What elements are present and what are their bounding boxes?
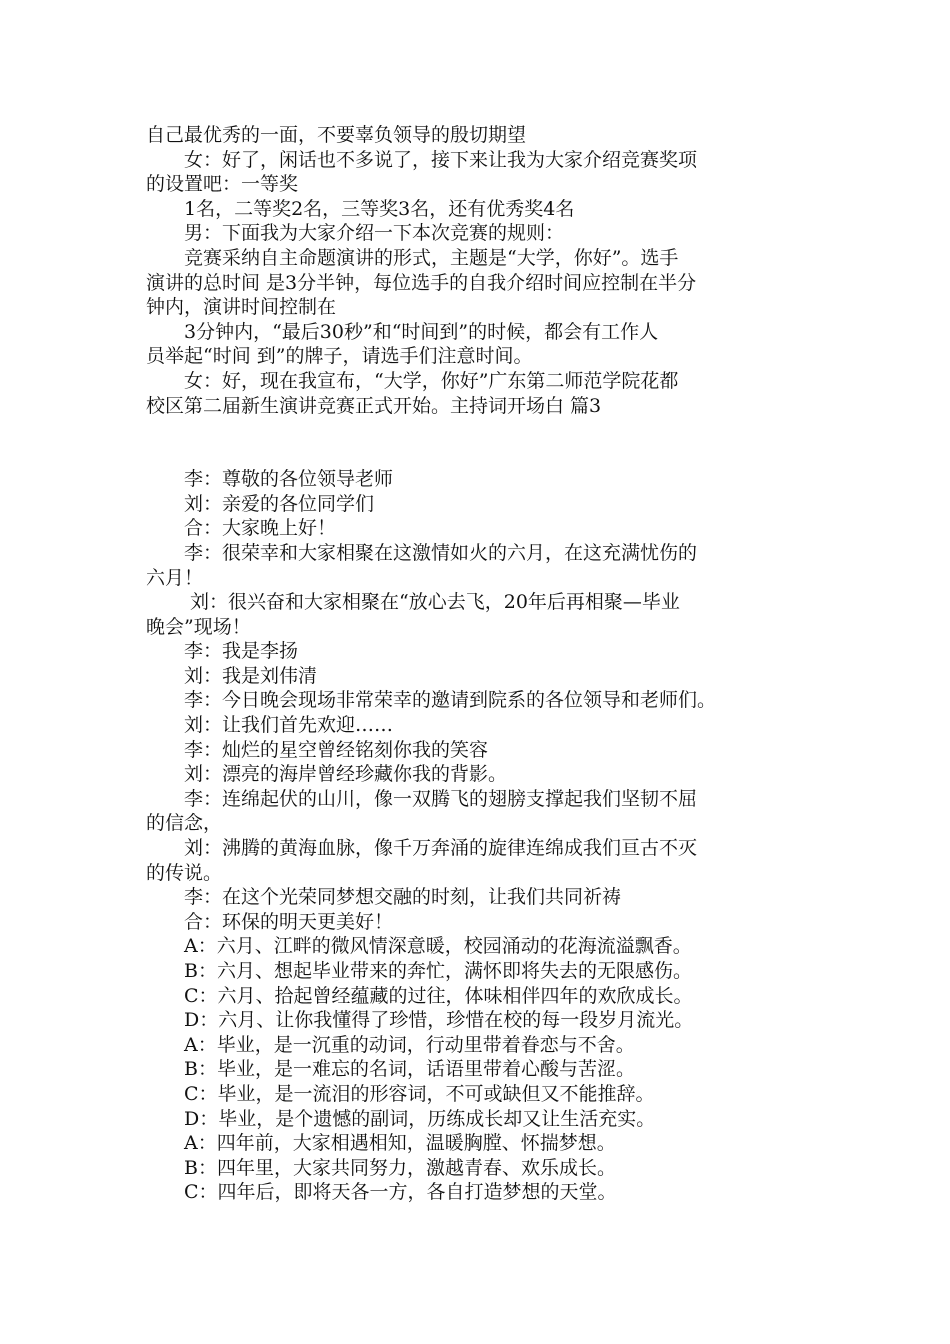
text-line: 李：今日晚会现场非常荣幸的邀请到院系的各位领导和老师们。	[146, 689, 717, 712]
text-line: A：四年前，大家相遇相知，温暖胸膛、怀揣梦想。	[146, 1132, 616, 1155]
text-line: 钟内，演讲时间控制在	[146, 296, 337, 319]
text-line: 刘：让我们首先欢迎……	[146, 714, 394, 737]
text-line: 员举起“时间 到”的牌子，请选手们注意时间。	[146, 345, 533, 368]
text-line: A：毕业，是一沉重的动词，行动里带着眷恋与不舍。	[146, 1033, 635, 1056]
text-line: 自己最优秀的一面，不要辜负领导的殷切期望	[146, 124, 527, 146]
text-line: 刘：漂亮的海岸曾经珍藏你我的背影。	[146, 763, 508, 786]
text-line: 李：很荣幸和大家相聚在这激情如火的六月，在这充满忧伤的	[146, 541, 698, 564]
document-body	[146, 123, 816, 1205]
text-line: 男：下面我为大家介绍一下本次竞赛的规则：	[146, 222, 565, 245]
text-line: 六月！	[146, 566, 204, 589]
text-line: 刘：亲爱的各位同学们	[146, 492, 375, 515]
text-line: 李：在这个光荣同梦想交融的时刻，让我们共同祈祷	[146, 886, 622, 909]
text-line: B：毕业，是一难忘的名词，话语里带着心酸与苦涩。	[146, 1058, 635, 1081]
text-line: D：毕业，是个遗憾的副词，历练成长却又让生活充实。	[146, 1107, 656, 1130]
text-line: 李：灿烂的星空曾经铭刻你我的笑容	[146, 738, 489, 761]
text-line: 李：连绵起伏的山川，像一双腾飞的翅膀支撑起我们坚韧不屈	[146, 787, 698, 810]
text-line: B：四年里，大家共同努力，激越青春、欢乐成长。	[146, 1156, 616, 1179]
text-line: 3分钟内，“最后30秒”和“时间到”的时候，都会有工作人	[146, 320, 659, 343]
text-line: D：六月、让你我懂得了珍惜，珍惜在校的每一段岁月流光。	[146, 1009, 694, 1032]
text-line: 校区第二届新生演讲竞赛正式开始。主持词开场白 篇3	[146, 394, 602, 417]
text-line: 李：我是李扬	[146, 640, 299, 663]
text-line: 的传说。	[146, 861, 223, 884]
text-line: 合：环保的明天更美好！	[146, 910, 394, 933]
text-line: 刘：我是刘伟清	[146, 664, 318, 687]
text-line: 1名，二等奖2名，三等奖3名，还有优秀奖4名	[146, 197, 575, 220]
text-line: C：毕业，是一流泪的形容词，不可或缺但又不能推辞。	[146, 1082, 655, 1105]
text-line: 的信念，	[146, 812, 223, 835]
text-line: 刘：很兴奋和大家相聚在“放心去飞，20年后再相聚—毕业	[146, 591, 680, 614]
text-line: B：六月、想起毕业带来的奔忙，满怀即将失去的无限感伤。	[146, 960, 692, 982]
text-line: 女：好了，闲话也不多说了，接下来让我为大家介绍竞赛奖项	[146, 148, 698, 171]
text-line: 晚会”现场！	[146, 615, 251, 638]
text-line: 的设置吧：一等奖	[146, 173, 299, 196]
text-line: 李：尊敬的各位领导老师	[146, 468, 394, 491]
text-line: 演讲的总时间 是3分半钟，每位选手的自我介绍时间应控制在半分	[146, 271, 697, 294]
text-line: 刘：沸腾的黄海血脉，像千万奔涌的旋律连绵成我们亘古不灭	[146, 837, 698, 860]
text-line: 合：大家晚上好！	[146, 517, 337, 540]
text-line: C：六月、拾起曾经蕴藏的过往，体味相伴四年的欢欣成长。	[146, 984, 693, 1007]
text-line: 竞赛采纳自主命题演讲的形式，主题是“大学，你好”。选手	[146, 246, 679, 269]
text-line: C：四年后，即将天各一方，各自打造梦想的天堂。	[146, 1181, 617, 1204]
section-gap	[146, 418, 816, 467]
text-line: A：六月、江畔的微风情深意暖，校园涌动的花海流溢飘香。	[146, 935, 692, 958]
text-line: 女：好，现在我宣布，“大学，你好”广东第二师范学院花都	[146, 369, 679, 392]
